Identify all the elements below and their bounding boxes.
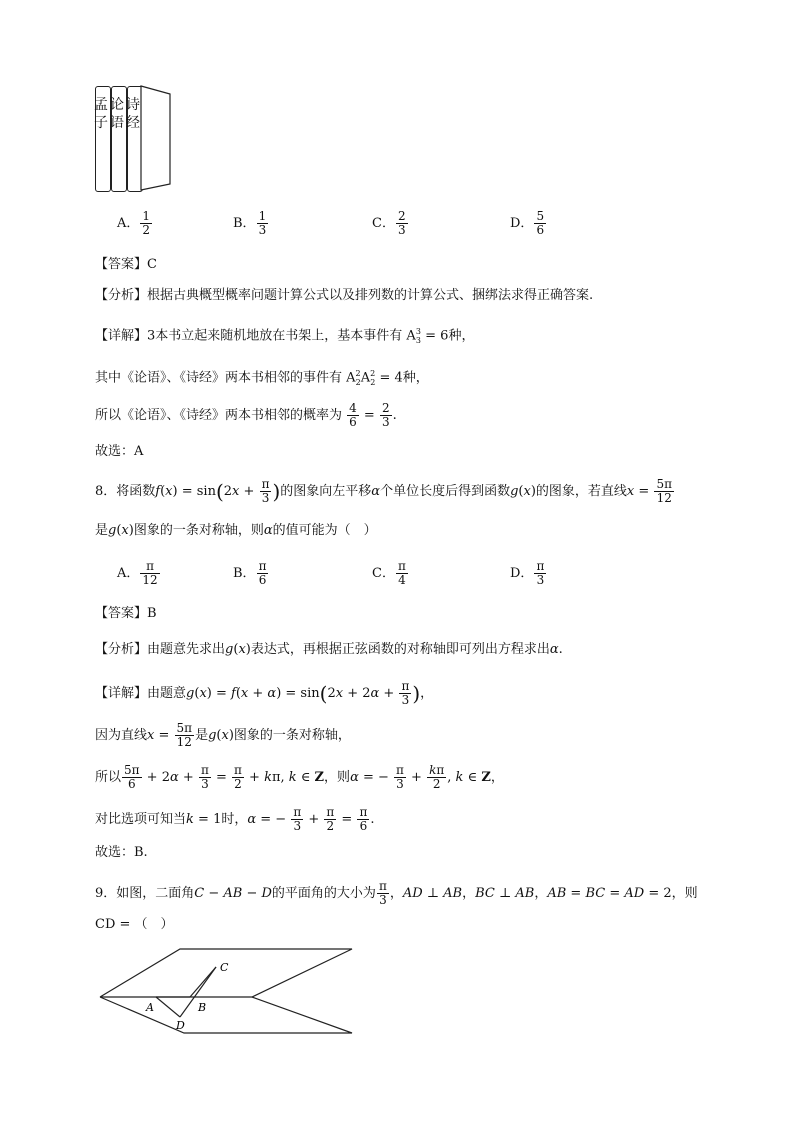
option-num: 2 <box>397 209 406 223</box>
detail-text: 所以 <box>95 770 122 785</box>
stem-text: 的平面角的大小为 <box>271 886 376 901</box>
book-label-mengzi: 孟子 <box>94 97 108 131</box>
analysis-text: 由题意先求出 <box>147 642 226 657</box>
q8-option-c <box>372 560 409 587</box>
analysis-text: 根据古典概型概率问题计算公式以及排列数的计算公式、捆绑法求得正确答案. <box>147 288 594 303</box>
q8-stem-line-2: 是g(x)图象的一条对称轴，则α的值可能为（ ） <box>95 523 377 538</box>
detail-eq: = 4种， <box>379 370 429 386</box>
stem-text: 则 <box>684 886 698 901</box>
q7-detail-2: 其中《论语》、《诗经》两本书相邻的事件有 $A^2_2A^2_2 = 4$种， <box>95 369 429 387</box>
detail-text: 3本书立起来随机地放在书架上，基本事件有 <box>147 328 403 344</box>
detail-eq: = 6种， <box>425 328 475 344</box>
answer-tag: 【答案】 <box>95 606 148 621</box>
q7-analysis <box>95 286 593 306</box>
detail-text: 所以《论语》、《诗经》两本书相邻的概率为 <box>95 408 343 423</box>
point-c-label: C <box>220 961 229 974</box>
detail-text: 是 <box>195 728 209 743</box>
q8-option-d <box>510 560 547 587</box>
option-label: C． <box>372 566 395 581</box>
option-den: 3 <box>536 573 545 587</box>
option-num: 1 <box>258 209 267 223</box>
q8-analysis: 【分析】由题意先求出g(x)表达式，再根据正弦函数的对称轴即可列出方程求出α. <box>95 642 563 657</box>
q7-detail-3: 所以《论语》、《诗经》两本书相邻的概率为 $\frac{4}{6}$ = $\frac{2}{3}$ . <box>95 401 397 429</box>
option-den: 3 <box>258 223 267 237</box>
option-den: 2 <box>142 223 151 237</box>
detail-text: 因为直线 <box>95 728 148 743</box>
q9-stem-line-1: 9．如图，二面角C − AB − D的平面角的大小为 $\frac{\pi}{3}$ ，AD ⊥ AB，BC ⊥ AB，AB = BC = AD = 2，则 <box>95 879 698 907</box>
option-den: 6 <box>536 223 545 237</box>
option-label: B． <box>233 216 256 231</box>
q8-stem-line-1: 8．将函数f(x) = sin(2x + $\frac{\pi}{3}$ )的图象向左平移α个单位长度后得到函数g(x)的图象，若直线x = $\frac{5\pi}{12}$ <box>95 477 672 505</box>
q7-option-a <box>117 210 153 237</box>
option-label: C． <box>372 216 395 231</box>
point-a-label: A <box>146 1001 154 1014</box>
q7-option-b <box>233 210 269 237</box>
book-side <box>140 84 176 194</box>
answer-value: B <box>147 606 157 621</box>
q7-option-c <box>372 210 409 237</box>
analysis-text: 表达式，再根据正弦函数的对称轴即可列出方程求出 <box>250 642 550 657</box>
detail-text: ，则 <box>324 770 351 785</box>
option-den: 6 <box>258 573 267 587</box>
detail-tag: 【详解】 <box>95 328 148 344</box>
option-label: D． <box>510 566 534 581</box>
detail-tag: 【详解】 <box>95 686 148 701</box>
book-label-shijing: 诗经 <box>126 97 140 131</box>
stem-text: 的值可能为（ ） <box>272 523 377 538</box>
q8-detail-4: 对比选项可知当k = 1时，α = − $\frac{\pi}{3}$ + $\frac{\pi}{2}$ = $\frac{\pi}{6}$ . <box>95 805 375 833</box>
detail-text: 对比选项可知当 <box>95 812 187 827</box>
option-num: π <box>397 559 406 573</box>
lower-plane <box>100 997 352 1033</box>
option-den: 3 <box>397 223 406 237</box>
stem-text: 的图象向左平移 <box>280 484 372 499</box>
segment-ad <box>156 997 180 1017</box>
option-label: D． <box>510 216 534 231</box>
dihedral-angle-figure <box>90 945 370 1045</box>
stem-text: 8．将函数 <box>95 484 156 499</box>
stem-text: 图象的一条对称轴，则 <box>133 523 264 538</box>
point-b-label: B <box>198 1001 207 1014</box>
q8-detail-3: 所以 $\frac{5\pi}{6}$ + 2α + $\frac{\pi}{3}$ = $\frac{\pi}{2}$ + kπ, k ∈ Z，则α = − $\frac{\pi}{3}$ + $\frac{k\pi}{2}$ , k ∈ Z， <box>95 763 504 791</box>
stem-text: 是 <box>95 523 109 538</box>
option-num: 1 <box>142 209 151 223</box>
option-den: 12 <box>142 573 158 587</box>
option-label: B． <box>233 566 256 581</box>
analysis-tag: 【分析】 <box>95 642 148 657</box>
detail-text: 由题意 <box>147 686 187 701</box>
option-label: A． <box>117 566 140 581</box>
option-den: 4 <box>398 573 406 587</box>
detail-text: 时， <box>221 812 248 827</box>
stem-text: 9．如图，二面角 <box>95 886 195 901</box>
option-label: A． <box>117 216 140 231</box>
q8-detail-1: 【详解】由题意g(x) = f(x + α) = sin(2x + 2α + $\frac{\pi}{3}$ )， <box>95 679 434 707</box>
detail-text: 图象的一条对称轴， <box>233 728 351 743</box>
option-num: π <box>258 559 267 573</box>
q7-detail-1: 【详解】3本书立起来随机地放在书架上，基本事件有 $A^3_3 = 6$种， <box>95 327 475 345</box>
q7-choose: 故选：A <box>95 444 144 459</box>
q7-answer <box>95 255 157 275</box>
stem-text: 的图象，若直线 <box>535 484 627 499</box>
q9-stem-line-2: CD = （ ） <box>95 917 174 932</box>
q8-option-a <box>117 560 161 587</box>
q8-option-b <box>233 560 269 587</box>
point-d-label: D <box>176 1019 185 1032</box>
option-num: π <box>536 559 545 573</box>
q8-detail-2: 因为直线x = $\frac{5\pi}{12}$ 是g(x)图象的一条对称轴， <box>95 721 351 749</box>
option-num: 5 <box>536 209 545 223</box>
option-num: π <box>140 560 159 574</box>
q8-choose: 故选：B. <box>95 845 148 860</box>
q7-option-d <box>510 210 547 237</box>
detail-text: 其中《论语》、《诗经》两本书相邻的事件有 <box>95 370 343 386</box>
analysis-tag: 【分析】 <box>95 288 148 303</box>
answer-tag: 【答案】 <box>95 257 148 272</box>
book-label-lunyu: 论语 <box>110 97 124 131</box>
q8-answer <box>95 604 157 624</box>
answer-value: C <box>147 257 157 272</box>
stem-text: 个单位长度后得到函数 <box>380 484 511 499</box>
